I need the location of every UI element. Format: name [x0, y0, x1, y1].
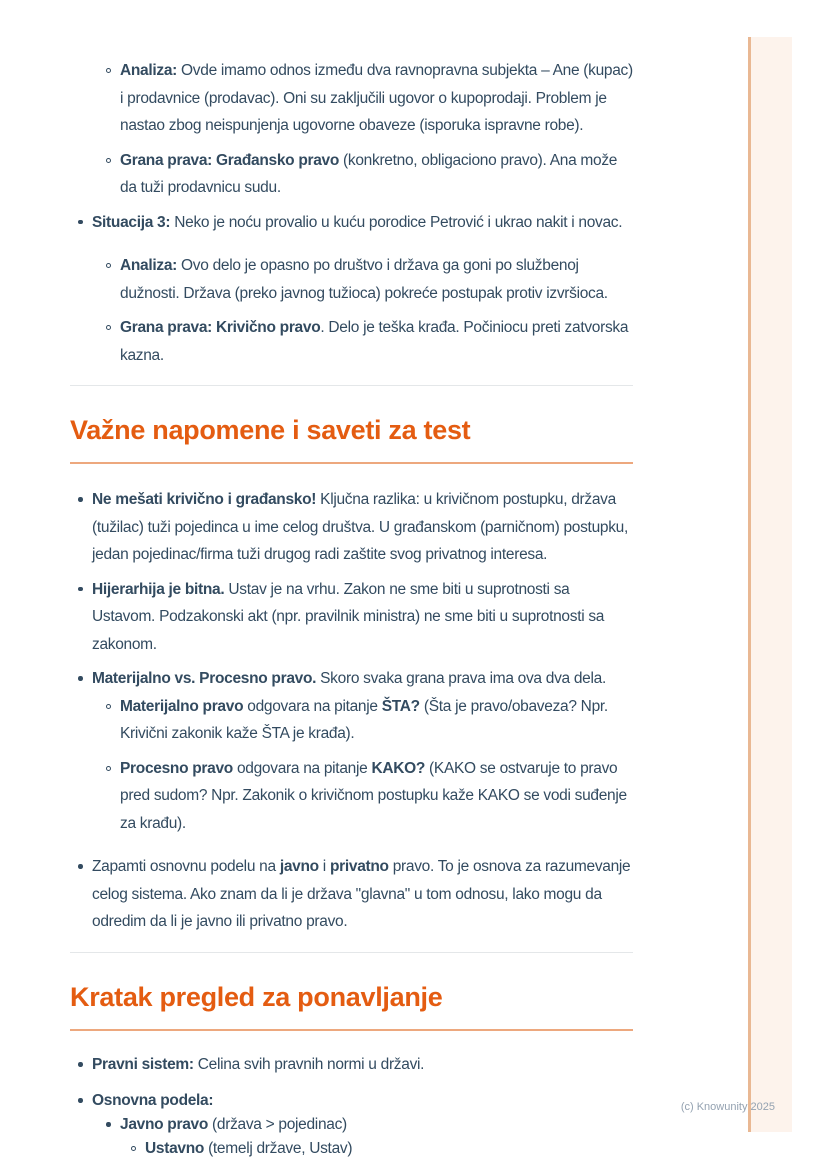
tips-list — [70, 486, 633, 936]
situations-list — [70, 57, 633, 369]
list-item — [70, 1137, 633, 1161]
heading-rule-review — [70, 1029, 633, 1031]
list-item — [70, 693, 633, 748]
list-item-text: Javno pravo (država > pojedinac) — [120, 1115, 347, 1133]
section-heading-tips: Važne napomene i saveti za test — [70, 415, 471, 445]
disc-bullet-icon — [78, 497, 83, 502]
list-item-text: Grana prava: Krivično pravo. Delo je teška krađa. Počiniocu preti zatvorska kazna. — [120, 319, 629, 364]
circle-bullet-icon — [131, 1146, 136, 1151]
list-item — [70, 314, 633, 369]
circle-bullet-icon — [106, 325, 111, 330]
disc-bullet-icon — [78, 1098, 83, 1103]
list-item-text: Procesno pravo odgovara na pitanje KAKO? (KAKO se ostvaruje to pravo pred sudom? Npr. Zakonik o krivičnom postupku kaže KAKO se vodi suđenje za krađu). — [120, 759, 627, 832]
section-heading-review: Kratak pregled za ponavljanje — [70, 981, 443, 1012]
copyright-watermark: (c) Knowunity 2025 — [680, 1101, 775, 1113]
circle-bullet-icon — [106, 68, 111, 73]
disc-bullet-icon — [78, 676, 83, 681]
list-item — [70, 1053, 633, 1077]
list-item — [70, 853, 633, 936]
section-divider — [70, 385, 633, 386]
disc-bullet-icon — [78, 1062, 83, 1067]
list-item — [70, 209, 633, 237]
circle-bullet-icon — [106, 158, 111, 163]
list-item — [70, 57, 633, 140]
list-item — [70, 486, 633, 569]
heading-rule-tips — [70, 462, 633, 464]
list-item — [70, 755, 633, 838]
list-item-text: Situacija 3: Neko je noću provalio u kuću porodice Petrović i ukrao nakit i novac. — [92, 213, 623, 231]
list-item-text: Analiza: Ovde imamo odnos između dva ravnopravna subjekta – Ane (kupac) i prodavnice (prodavac). Oni su zaključili ugovor o kupoprodaji. Problem je nastao zbog neispunjenja ugovorne obaveze (isporuka ispravne robe). — [120, 62, 633, 134]
list-item-text: Ustavno (temelj države, Ustav) — [145, 1139, 353, 1157]
list-item — [70, 665, 633, 693]
list-item — [70, 576, 633, 659]
list-item — [70, 252, 633, 307]
list-item — [70, 1113, 633, 1137]
list-item-text: Zapamti osnovnu podelu na javno i privatno pravo. To je osnova za razumevanje celog sistema. Ako znam da li je država "glavna" u tom odnosu, lako mogu da odredim da li je javno ili privatno pravo. — [92, 858, 631, 930]
page-edge-accent — [748, 37, 792, 1132]
disc-bullet-icon — [106, 1122, 111, 1127]
list-item-text: Ne mešati krivično i građansko! Ključna razlika: u krivičnom postupku, država (tužilac) tuži pojedinca u ime celog društva. U građanskom (parničnom) postupku, jedan pojedinac/firma tuži drugog radi zaštite svog privatnog interesa. — [92, 491, 628, 563]
list-item — [70, 147, 633, 202]
disc-bullet-icon — [78, 220, 83, 225]
circle-bullet-icon — [106, 263, 111, 268]
list-item-text: Grana prava: Građansko pravo (konkretno, obligaciono pravo). Ana može da tuži prodavnicu sudu. — [120, 151, 618, 196]
list-item-text: Materijalno pravo odgovara na pitanje ŠTA? (Šta je pravo/obaveza? Npr. Krivični zakonik kaže ŠTA je krađa). — [120, 697, 608, 742]
circle-bullet-icon — [106, 704, 111, 709]
section-divider — [70, 952, 633, 953]
list-item-text: Analiza: Ovo delo je opasno po društvo i država ga goni po službenoj dužnosti. Država (preko javnog tužioca) pokreće postupak protiv izvršioca. — [120, 257, 608, 302]
list-item-text: Hijerarhija je bitna. Ustav je na vrhu. Zakon ne sme biti u suprotnosti sa Ustavom. Podzakonski akt (npr. pravilnik ministra) ne sme biti u suprotnosti sa zakonom. — [92, 580, 605, 653]
review-list — [70, 1053, 633, 1161]
list-item-text: Materijalno vs. Procesno pravo. Skoro svaka grana prava ima ova dva dela. — [92, 670, 606, 687]
list-item — [70, 1089, 633, 1113]
disc-bullet-icon — [78, 587, 83, 592]
page-content — [70, 37, 633, 1161]
list-item-text: Pravni sistem: Celina svih pravnih normi u državi. — [92, 1055, 425, 1073]
disc-bullet-icon — [78, 864, 83, 869]
list-item-text: Osnovna podela: — [92, 1091, 214, 1109]
circle-bullet-icon — [106, 766, 111, 771]
